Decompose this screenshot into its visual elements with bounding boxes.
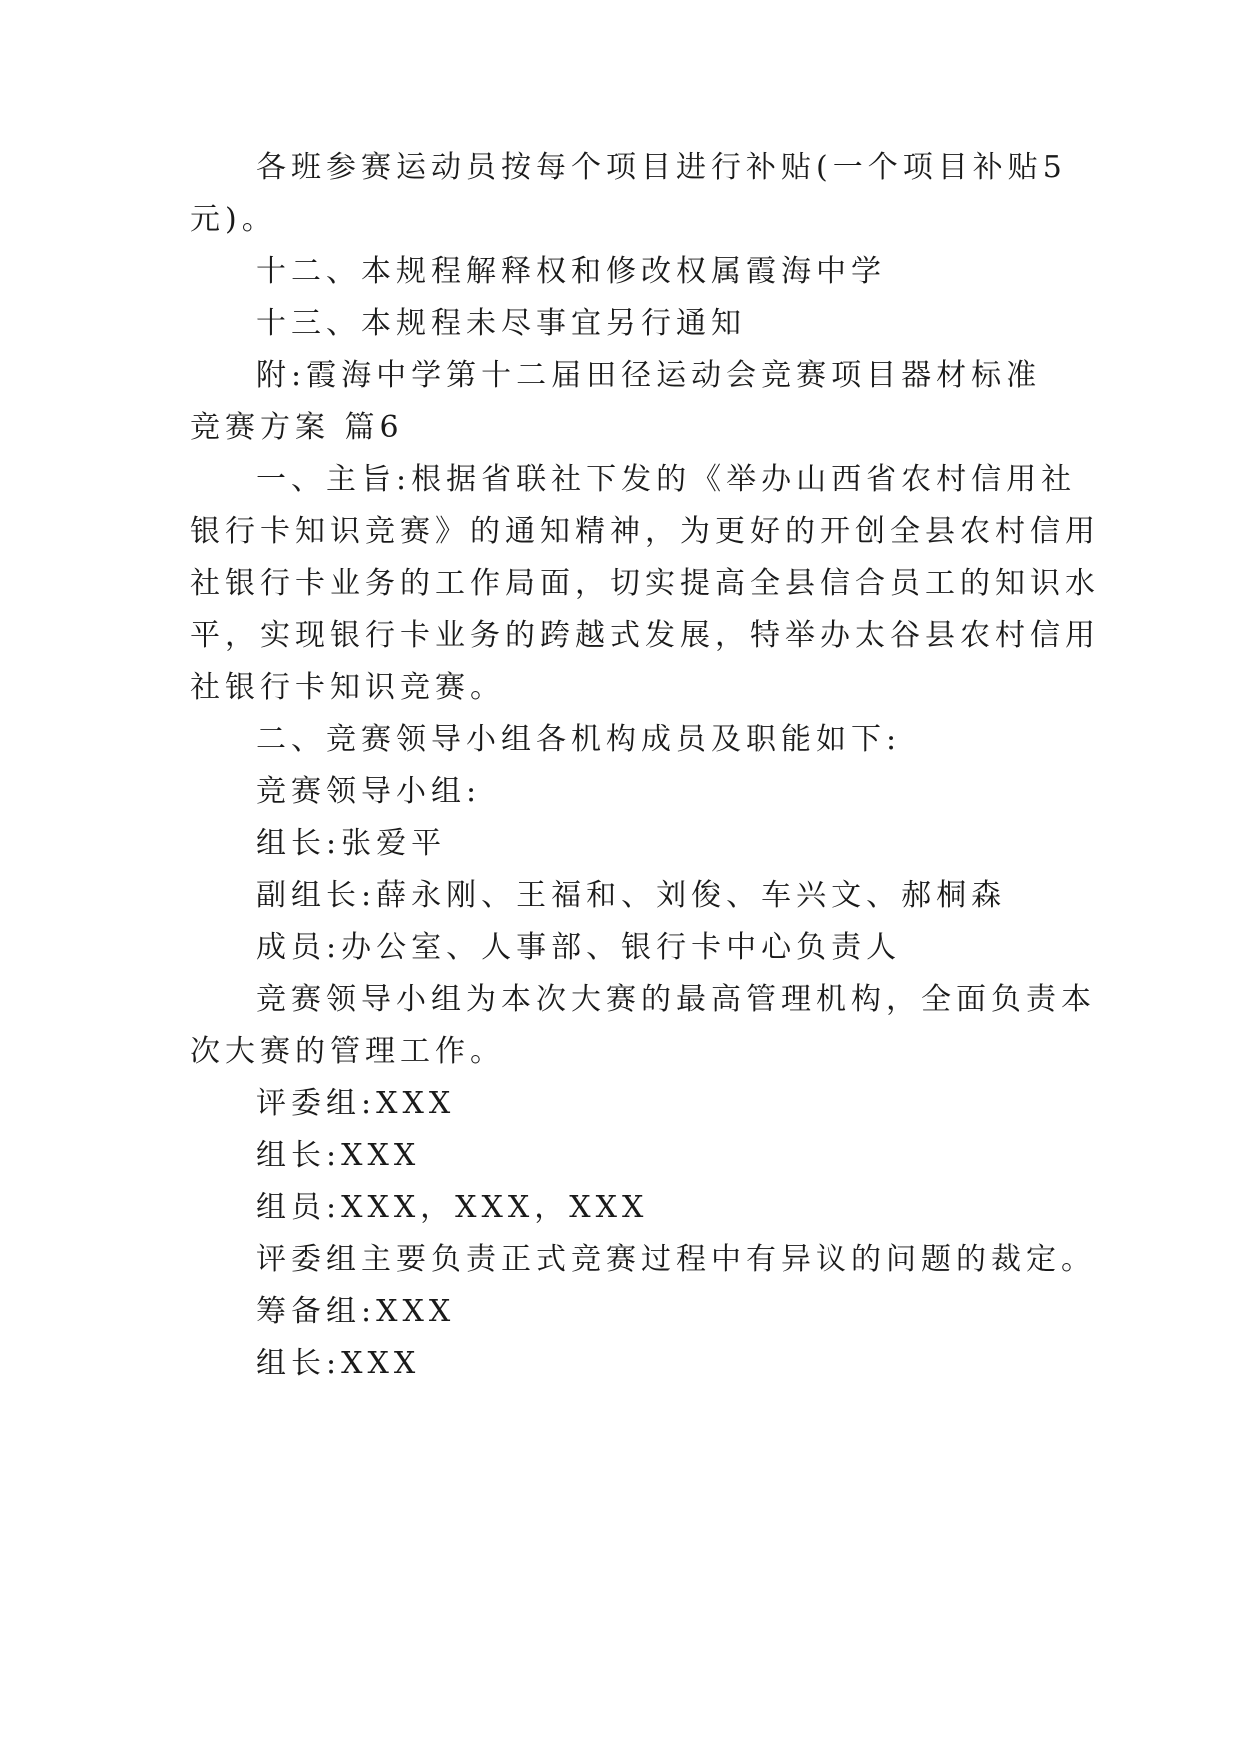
paragraph-line: 社银行卡知识竞赛。	[190, 670, 505, 705]
paragraph-line: 十三、本规程未尽事宜另行通知	[256, 306, 746, 341]
paragraph-line: 平，实现银行卡业务的跨越式发展，特举办太谷县农村信用	[190, 618, 1100, 653]
paragraph-line: 成员:办公室、人事部、银行卡中心负责人	[256, 930, 902, 965]
paragraph-line: 竞赛领导小组为本次大赛的最高管理机构，全面负责本	[256, 982, 1096, 1017]
paragraph-line: 二、竞赛领导小组各机构成员及职能如下:	[256, 722, 902, 757]
paragraph-line: 一、主旨:根据省联社下发的《举办山西省农村信用社	[256, 462, 1077, 497]
paragraph-line: 十二、本规程解释权和修改权属霞海中学	[256, 254, 886, 289]
paragraph-line: 元)。	[190, 202, 277, 237]
paragraph-line: 附:霞海中学第十二届田径运动会竞赛项目器材标准	[256, 358, 1042, 393]
paragraph-line: 组长:XXX	[256, 1346, 421, 1381]
paragraph-line: 竞赛领导小组:	[256, 774, 482, 809]
paragraph-line: 各班参赛运动员按每个项目进行补贴(一个项目补贴5	[256, 150, 1067, 185]
paragraph-line: 组员:XXX，XXX，XXX	[256, 1190, 649, 1225]
paragraph-line: 次大赛的管理工作。	[190, 1034, 505, 1069]
paragraph-line: 组长:XXX	[256, 1138, 421, 1173]
paragraph-line: 社银行卡业务的工作局面，切实提高全县信合员工的知识水	[190, 566, 1100, 601]
paragraph-line: 筹备组:XXX	[256, 1294, 456, 1329]
paragraph-line: 组长:张爱平	[256, 826, 447, 861]
paragraph-line: 评委组主要负责正式竞赛过程中有异议的问题的裁定。	[256, 1242, 1096, 1277]
section-heading: 竞赛方案 篇6	[190, 410, 404, 445]
paragraph-line: 银行卡知识竞赛》的通知精神，为更好的开创全县农村信用	[190, 514, 1100, 549]
paragraph-line: 评委组:XXX	[256, 1086, 456, 1121]
paragraph-line: 副组长:薛永刚、王福和、刘俊、车兴文、郝桐森	[256, 878, 1007, 913]
